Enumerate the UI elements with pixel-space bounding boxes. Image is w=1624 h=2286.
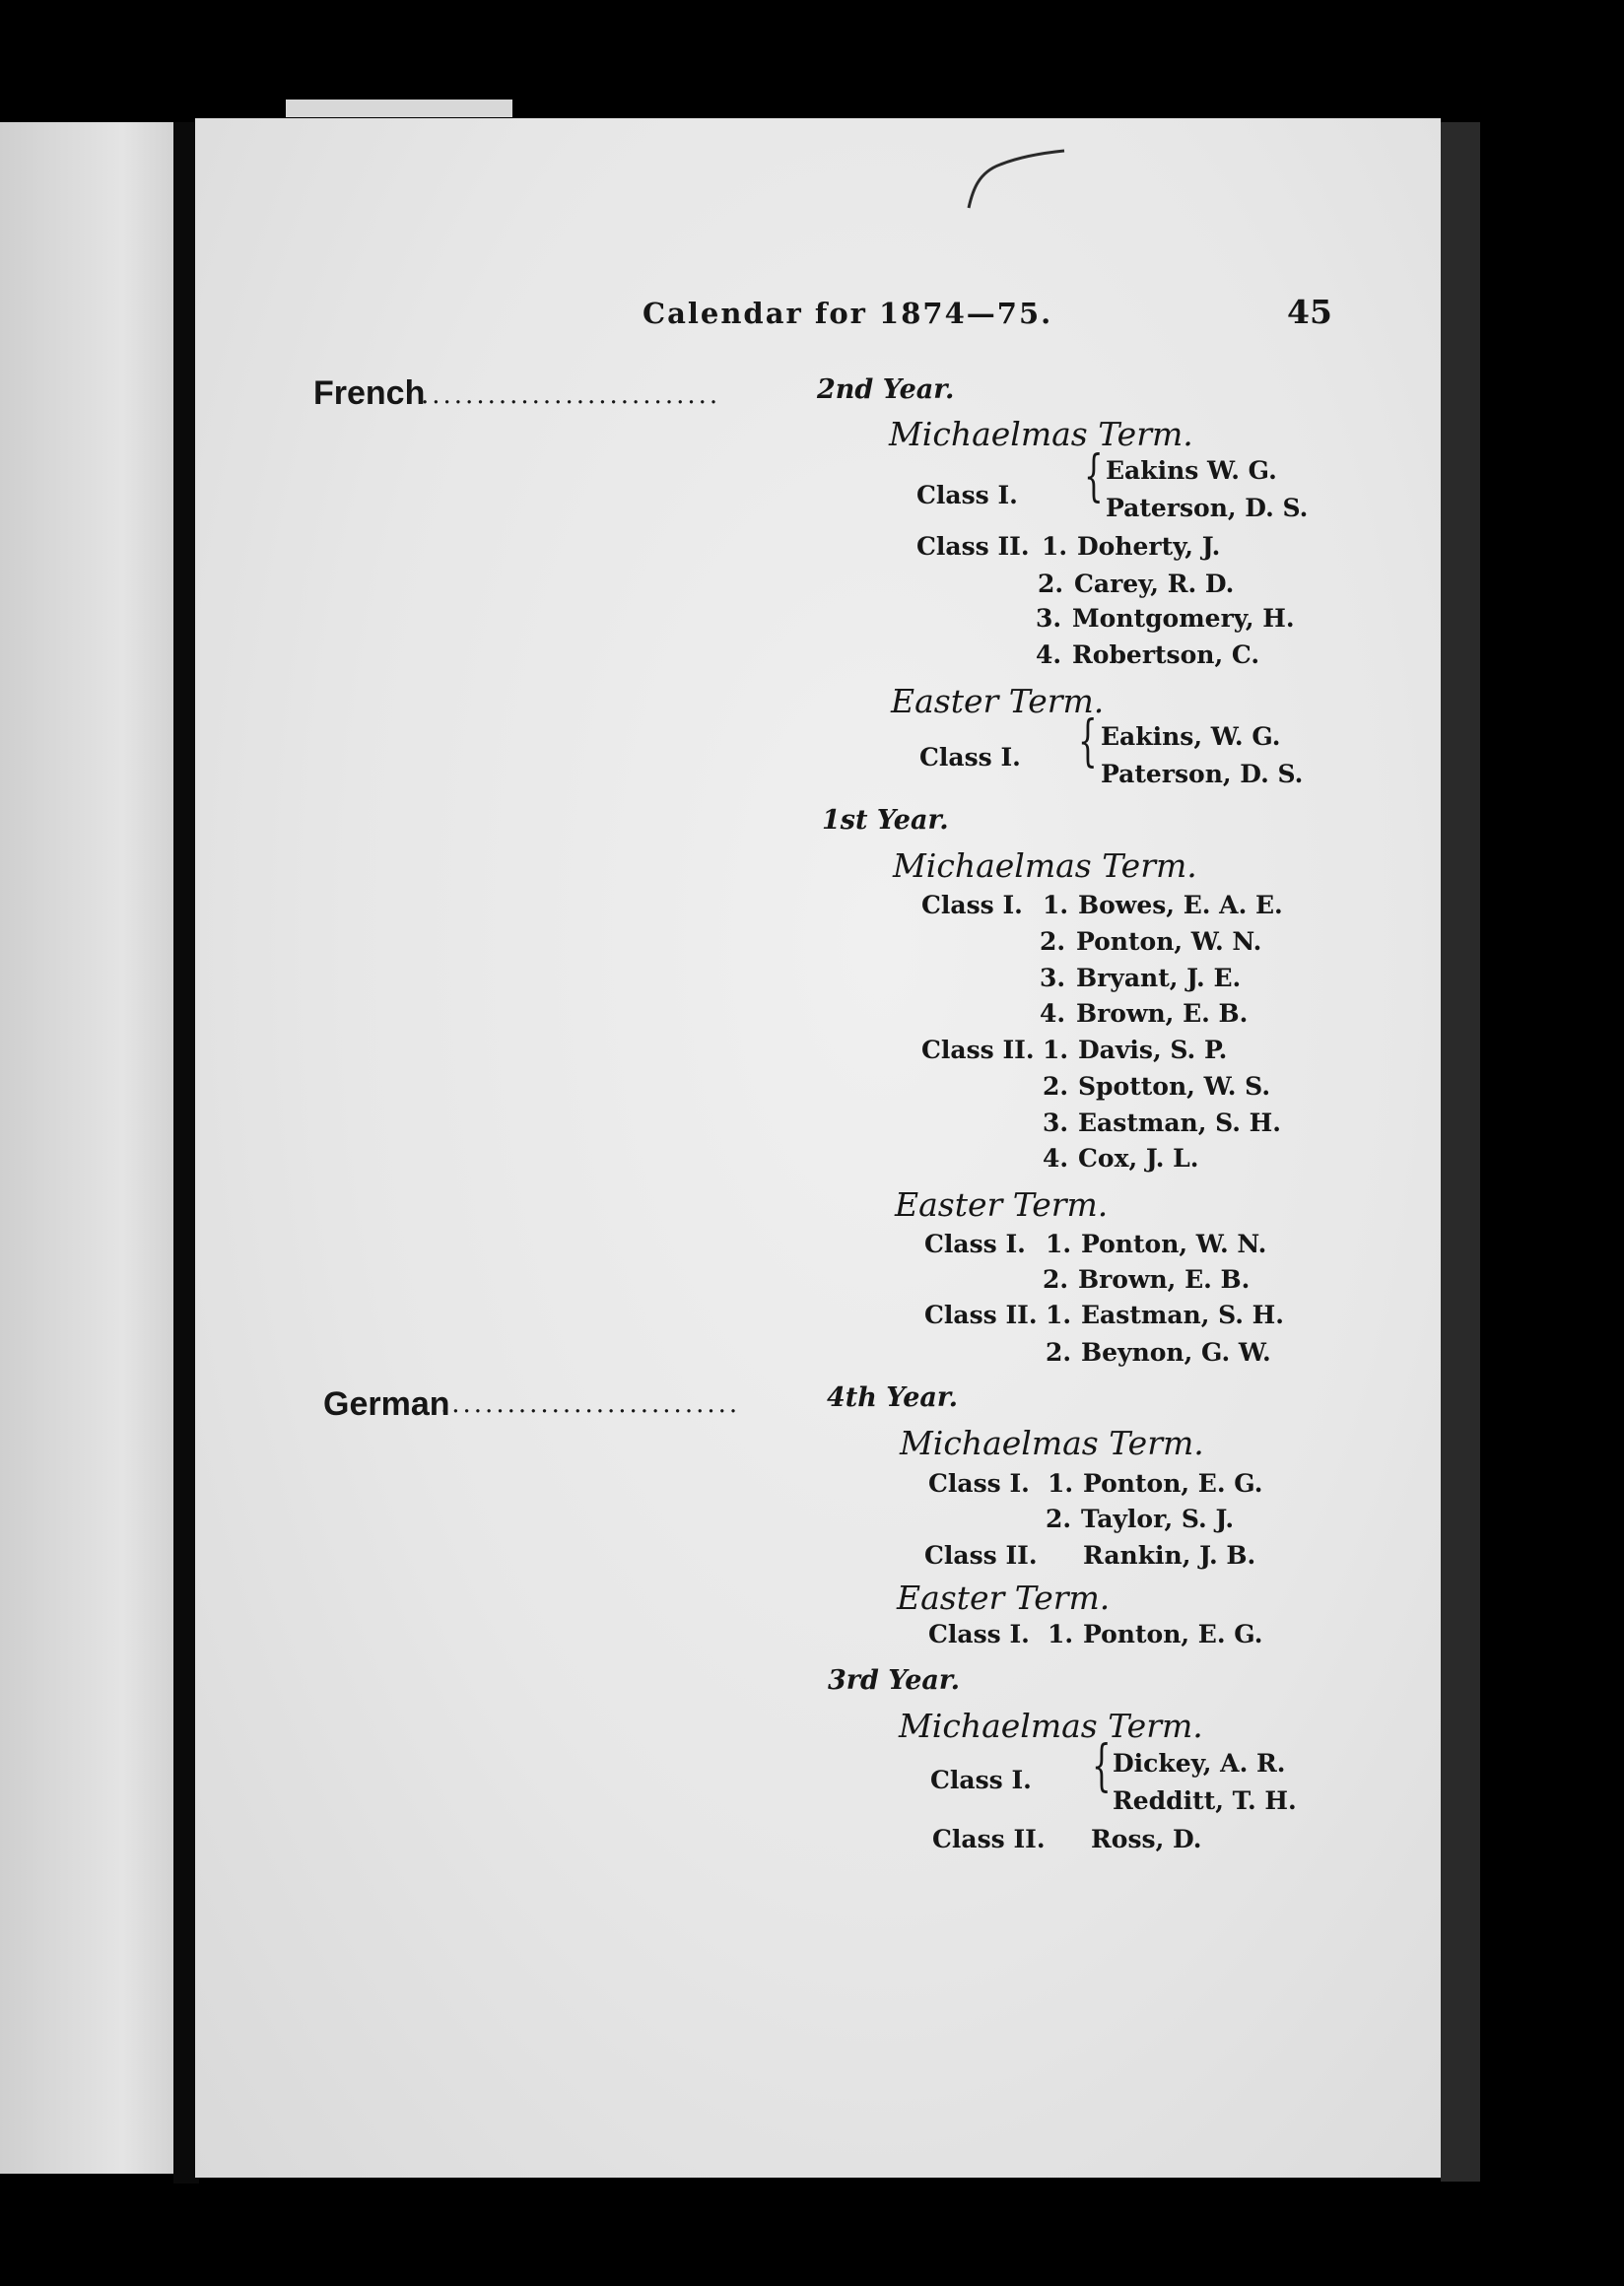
- student-name: Montgomery, H.: [1072, 604, 1295, 633]
- class-label: Class I.: [919, 743, 1021, 772]
- class-label: Class I.: [916, 481, 1018, 509]
- student-name: Robertson, C.: [1072, 640, 1260, 669]
- student-name: Taylor, S. J.: [1081, 1505, 1235, 1533]
- year-label: 2nd Year.: [817, 374, 955, 405]
- page-number: 45: [1287, 293, 1332, 331]
- rank-number: 3.: [1040, 964, 1066, 992]
- rank-number: 2.: [1040, 927, 1066, 956]
- student-name: Davis, S. P.: [1078, 1036, 1228, 1064]
- rank-number: 1.: [1046, 1230, 1072, 1258]
- rank-number: 1.: [1048, 1469, 1074, 1498]
- year-label: 1st Year.: [822, 805, 949, 836]
- class-label: Class I.: [921, 891, 1023, 919]
- student-name: Eastman, S. H.: [1078, 1109, 1282, 1137]
- term-heading: Michaelmas Term.: [889, 415, 1193, 453]
- student-name: Bowes, E. A. E.: [1078, 891, 1283, 919]
- class-label: Class II.: [924, 1541, 1038, 1570]
- rank-number: 4.: [1043, 1144, 1069, 1173]
- class-label: Class I.: [928, 1469, 1030, 1498]
- subject-german: German: [323, 1385, 450, 1423]
- class-label: Class I.: [930, 1766, 1032, 1794]
- student-name: Ross, D.: [1091, 1825, 1202, 1853]
- rank-number: 1.: [1043, 891, 1069, 919]
- student-name: Cox, J. L.: [1078, 1144, 1199, 1173]
- student-name: Paterson, D. S.: [1101, 760, 1304, 788]
- term-heading: Michaelmas Term.: [893, 846, 1197, 885]
- subject-french: French: [313, 374, 426, 412]
- student-name: Eastman, S. H.: [1081, 1301, 1285, 1329]
- binding-strip: [286, 100, 512, 117]
- student-name: Paterson, D. S.: [1106, 494, 1309, 522]
- pen-mark: [961, 143, 1069, 212]
- running-header: Calendar for 1874—75.: [643, 297, 1053, 330]
- student-name: Brown, E. B.: [1076, 999, 1249, 1028]
- rank-number: 2.: [1043, 1265, 1069, 1294]
- term-heading: Michaelmas Term.: [899, 1707, 1203, 1745]
- class-label: Class II.: [921, 1036, 1035, 1064]
- rank-number: 2.: [1046, 1505, 1072, 1533]
- class-label: Class I.: [928, 1620, 1030, 1648]
- page-edge-shadow: [1441, 122, 1480, 2182]
- rank-number: 1.: [1043, 1036, 1069, 1064]
- year-label: 4th Year.: [827, 1382, 959, 1413]
- class-label: Class II.: [916, 532, 1030, 561]
- student-name: Ponton, W. N.: [1076, 927, 1262, 956]
- term-heading: Easter Term.: [897, 1579, 1111, 1617]
- student-name: Spotton, W. S.: [1078, 1072, 1271, 1101]
- class-label: Class II.: [924, 1301, 1038, 1329]
- class-label: Class II.: [932, 1825, 1046, 1853]
- book-page: [195, 118, 1441, 2178]
- student-name: Eakins W. G.: [1106, 456, 1277, 485]
- brace: {: [1084, 444, 1104, 508]
- student-name: Doherty, J.: [1077, 532, 1221, 561]
- student-name: Bryant, J. E.: [1076, 964, 1242, 992]
- rank-number: 3.: [1043, 1109, 1069, 1137]
- student-name: Ponton, E. G.: [1083, 1469, 1263, 1498]
- leader-dots: ...........................: [440, 1389, 741, 1419]
- brace: {: [1078, 709, 1098, 773]
- student-name: Eakins, W. G.: [1101, 722, 1281, 751]
- term-heading: Easter Term.: [891, 682, 1105, 720]
- student-name: Carey, R. D.: [1074, 570, 1235, 598]
- student-name: Ponton, W. N.: [1081, 1230, 1267, 1258]
- class-label: Class I.: [924, 1230, 1026, 1258]
- brace: {: [1092, 1734, 1112, 1798]
- rank-number: 4.: [1040, 999, 1066, 1028]
- student-name: Beynon, G. W.: [1081, 1338, 1271, 1367]
- rank-number: 2.: [1038, 570, 1064, 598]
- student-name: Dickey, A. R.: [1113, 1749, 1286, 1778]
- term-heading: Easter Term.: [895, 1185, 1109, 1224]
- rank-number: 1.: [1042, 532, 1068, 561]
- rank-number: 1.: [1046, 1301, 1072, 1329]
- student-name: Brown, E. B.: [1078, 1265, 1251, 1294]
- year-label: 3rd Year.: [828, 1665, 961, 1696]
- student-name: Ponton, E. G.: [1083, 1620, 1263, 1648]
- rank-number: 2.: [1046, 1338, 1072, 1367]
- facing-page-edge: [0, 122, 175, 2174]
- rank-number: 3.: [1036, 604, 1062, 633]
- rank-number: 2.: [1043, 1072, 1069, 1101]
- term-heading: Michaelmas Term.: [900, 1424, 1204, 1462]
- rank-number: 4.: [1036, 640, 1062, 669]
- student-name: Redditt, T. H.: [1113, 1786, 1297, 1815]
- student-name: Rankin, J. B.: [1083, 1541, 1256, 1570]
- leader-dots: ...........................: [421, 380, 721, 410]
- rank-number: 1.: [1048, 1620, 1074, 1648]
